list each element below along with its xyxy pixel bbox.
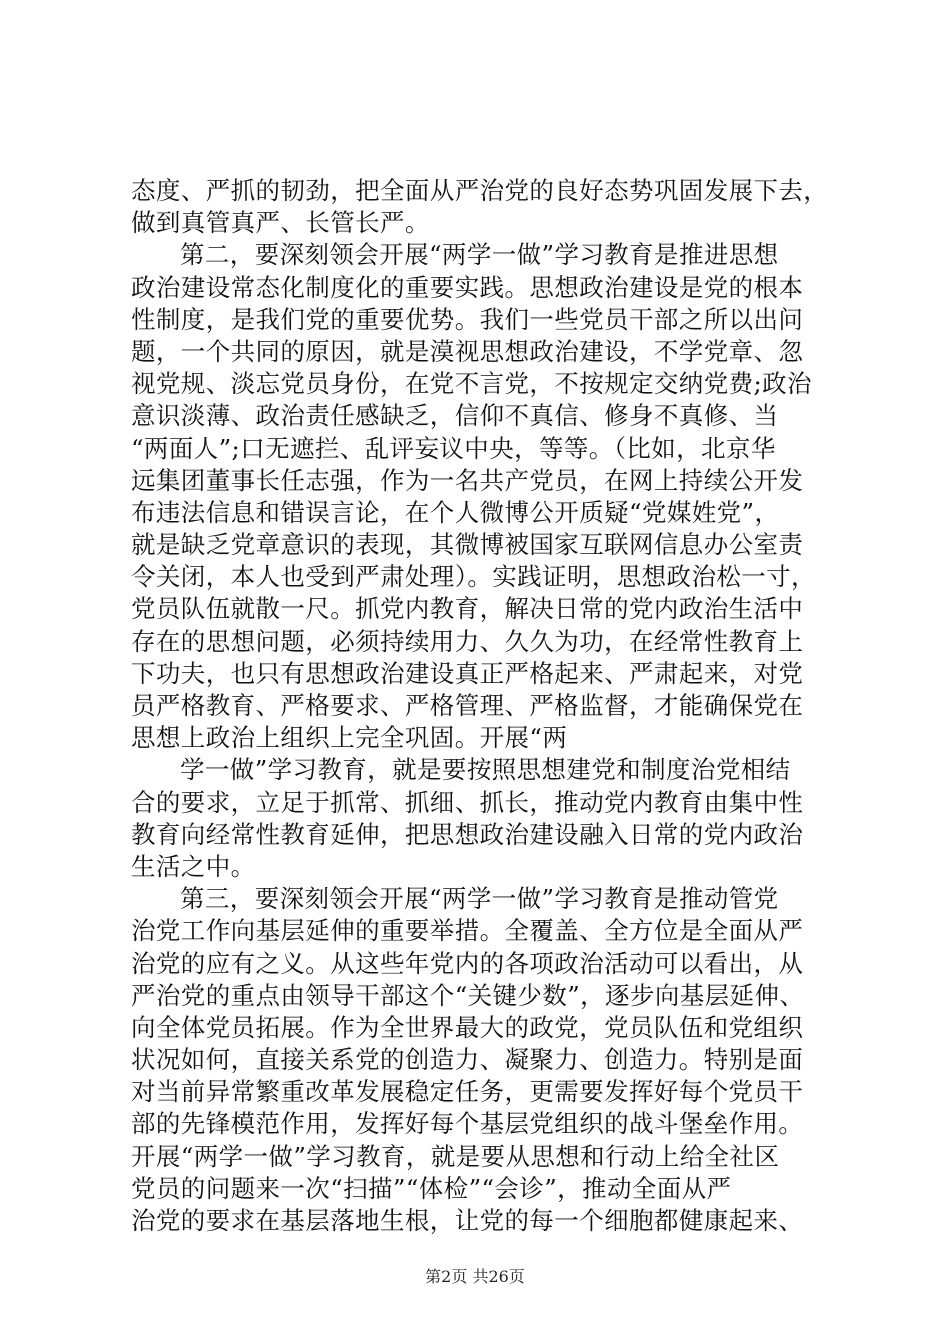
text-line: 意识淡薄、政治责任感缺乏，信仰不真信、修身不真修、当 (131, 401, 779, 431)
text-line: 下功夫，也只有思想政治建设真正严格起来、严肃起来，对党 (131, 658, 804, 688)
text-line: 治党的应有之义。从这些年党内的各项政治活动可以看出，从 (131, 948, 804, 978)
text-line: 合的要求，立足于抓常、抓细、抓长，推动党内教育由集中性 (131, 787, 804, 817)
text-line: 远集团董事长任志强，作为一名共产党员，在网上持续公开发 (131, 465, 804, 495)
text-line: 第二，要深刻领会开展“两学一做”学习教育是推进思想 (180, 240, 779, 270)
text-line: 部的先锋模范作用，发挥好每个基层党组织的战斗堡垒作用。 (131, 1109, 804, 1139)
text-line: 存在的思想问题，必须持续用力、久久为功，在经常性教育上 (131, 626, 804, 656)
text-line: 对当前异常繁重改革发展稳定任务，更需要发挥好每个党员干 (131, 1077, 804, 1107)
text-line: 治党的要求在基层落地生根，让党的每一个细胞都健康起来、 (131, 1206, 804, 1235)
text-line: 做到真管真严、长管长严。 (131, 208, 430, 238)
text-line: 向全体党员拓展。作为全世界最大的政党，党员队伍和党组织 (131, 1012, 804, 1042)
text-line: 开展“两学一做”学习教育，就是要从思想和行动上给全社区 (131, 1141, 780, 1171)
text-line: 态度、严抓的韧劲，把全面从严治党的良好态势巩固发展下去， (131, 176, 829, 205)
text-line: 生活之中。 (131, 851, 256, 881)
text-line: “两面人”;口无遮拦、乱评妄议中央，等等。（比如，北京华 (131, 433, 776, 463)
text-line: 状况如何，直接关系党的创造力、凝聚力、创造力。特别是面 (131, 1045, 804, 1075)
text-line: 党员队伍就散一尺。抓党内教育，解决日常的党内政治生活中 (131, 594, 804, 624)
text-line: 第三，要深刻领会开展“两学一做”学习教育是推动管党 (180, 884, 779, 914)
text-line: 就是缺乏党章意识的表现，其微博被国家互联网信息办公室责 (131, 530, 804, 560)
text-line: 布违法信息和错误言论，在个人微博公开质疑“党媒姓党”， (131, 497, 780, 527)
text-line: 严治党的重点由领导干部这个“关键少数”，逐步向基层延伸、 (131, 980, 805, 1010)
text-line: 党员的问题来一次“扫描”“体检”“会诊”，推动全面从严 (131, 1173, 732, 1203)
text-line: 令关闭，本人也受到严肃处理）。实践证明，思想政治松一寸， (131, 562, 816, 592)
body-text (131, 175, 831, 1237)
text-line: 治党工作向基层延伸的重要举措。全覆盖、全方位是全面从严 (131, 916, 804, 946)
text-line: 学一做”学习教育，就是要按照思想建党和制度治党相结 (180, 755, 791, 785)
text-line: 教育向经常性教育延伸，把思想政治建设融入日常的党内政治 (131, 819, 804, 849)
text-line: 题，一个共同的原因，就是漠视思想政治建设，不学党章、忽 (131, 336, 804, 366)
text-line: 视党规、淡忘党员身份，在党不言党，不按规定交纳党费;政治 (131, 369, 812, 399)
text-line: 员严格教育、严格要求、严格管理、严格监督，才能确保党在 (131, 691, 804, 720)
text-line: 性制度，是我们党的重要优势。我们一些党员干部之所以出问 (131, 304, 804, 334)
text-line: 思想上政治上组织上完全巩固。开展“两 (131, 723, 568, 753)
page-footer: 第2页 共26页 (425, 1267, 525, 1286)
text-line: 政治建设常态化制度化的重要实践。思想政治建设是党的根本 (131, 272, 804, 302)
